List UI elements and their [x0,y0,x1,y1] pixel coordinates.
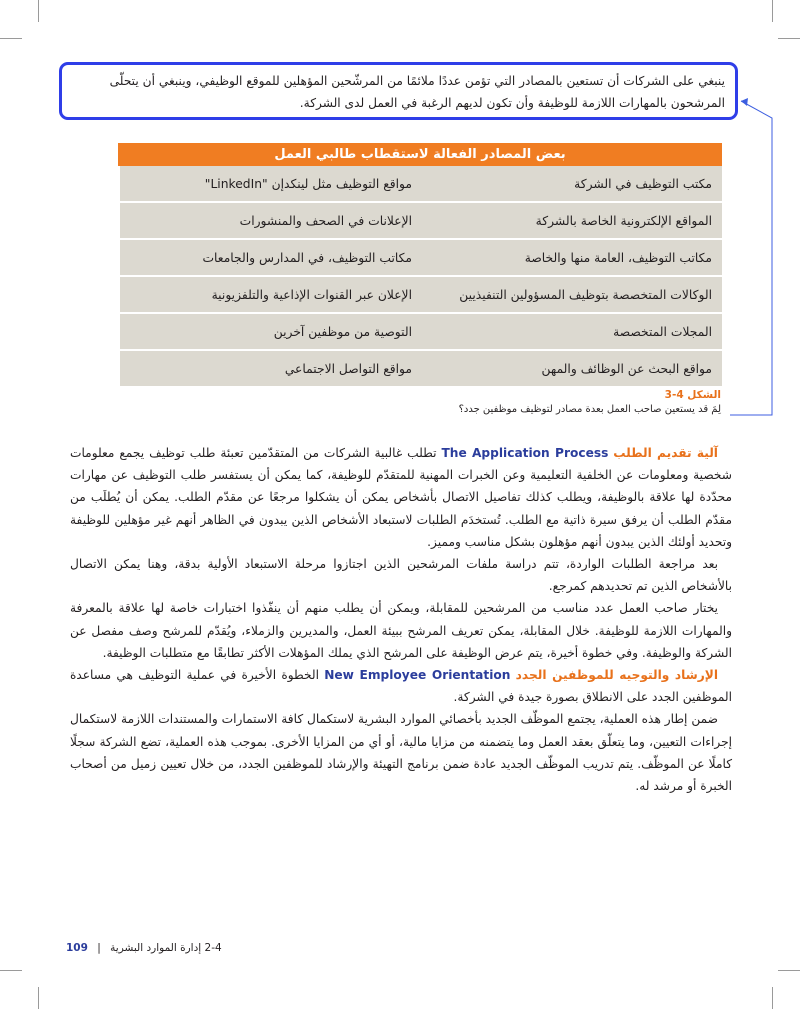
table-cell: مواقع البحث عن الوظائف والمهن [422,351,722,388]
footer-separator: | [97,942,101,954]
table-row [118,351,722,388]
table-cell: مكاتب التوظيف، في المدارس والجامعات [118,240,422,277]
page-footer [66,942,222,954]
paragraph: ضمن إطار هذه العملية، يجتمع الموظّف الجديد بأخصائي الموارد البشرية لاستكمال كافة الاستمارات والمستندات اللازمة لاستكمال إجراءات التعيين، وما يتعلّق بعقد العمل وما يتضمنه من مزايا مالية، أو أي من المزايا الأخرى. بموجب هذه العملية، تضع الشركة سجلًا كاملًا عن الموظّف. يتم تدريب الموظّف الجديد عادة ضمن برنامج التهيئة والإرشاد للموظفين الجدد، من خلال تعيين زميل من أصحاب الخبرة أو مرشد له. [70,712,732,794]
table-row [118,203,722,240]
table-row [118,314,722,351]
table-cell: الإعلان عبر القنوات الإذاعية والتلفزيونية [118,277,422,314]
paragraph: بعد مراجعة الطلبات الواردة، تتم دراسة ملفات المرشحين الذين اجتازوا مرحلة الاستبعاد الأولية بدقة، وهنا يمكن الاتصال بالأشخاص الذين تم تحديدهم كمرجع. [70,557,732,594]
table-cell: المواقع الإلكترونية الخاصة بالشركة [422,203,722,240]
paragraph: يختار صاحب العمل عدد مناسب من المرشحين للمقابلة، ويمكن أن يطلب منهم أن ينفّذوا اختبارات خاصة لها علاقة بالمعرفة والمهارات اللازمة للوظيفة. خلال المقابلة، يمكن تعريف المرشح ببيئة العمل، والمديرين والزملاء، ويُقدّم للمرشح وصف مفصل عن الشركة والوظيفة. وفي خطوة أخيرة، يتم عرض الوظيفة على المرشح الذي يملك المؤهلات الأكثر تطابقًا مع متطلبات الوظيفة. [70,601,732,660]
table-cell: المجلات المتخصصة [422,314,722,351]
figure-number: الشكل 4-3 [664,389,721,401]
page-number: 109 [66,942,88,954]
paragraph [70,664,732,708]
paragraph-text: تطلب غالبية الشركات من المتقدّمين تعبئة طلب توظيف يجمع معلومات شخصية ومعلومات عن الخلفية التعليمية وعن الخبرات المهنية للمتقدّم للوظيفة، كما يمكن أن يستفسر طلب التوظيف عن مهارات محدّدة لها علاقة بالوظيفة، ويطلب كذلك تفاصيل الاتصال بأشخاص يمكن أن يشكلوا مرجعًا عن مقدّم الطلب. يمكن أن يُطلَب من مقدّم الطلب أن يرفق سيرة ذاتية مع الطلب. تُستخدَم الطلبات لاستبعاد الأشخاص الذين يبدون في الظاهر أنهم غير مؤهلين للوظيفة وتحديد أولئك الذين يبدون أنهم مؤهلون بشكل مناسب ومميز. [70,446,732,549]
table-cell: مواقع التوظيف مثل لينكدإن "LinkedIn" [118,166,422,203]
section-heading: الإرشاد والتوجيه للموظفين الجدد [515,668,718,683]
figure-caption: لِمَ قد يستعين صاحب العمل بعدة مصادر لتوظيف موظفين جدد؟ [458,404,721,415]
table-row [118,277,722,314]
chapter-title: 2-4 إدارة الموارد البشرية [110,942,222,954]
table-row [118,166,722,203]
intro-text: ينبغي على الشركات أن تستعين بالمصادر التي تؤمن عددًا ملائمًا من المرشّحين المؤهلين للموقع الوظيفي، وينبغي أن يتحلّى المرشحون بالمهارات اللازمة للوظيفة وأن تكون لديهم الرغبة في العمل لدى الشركة. [109,74,725,110]
table-cell: الإعلانات في الصحف والمنشورات [118,203,422,240]
table-cell: مكتب التوظيف في الشركة [422,166,722,203]
english-term: New Employee Orientation [324,668,511,683]
table-cell: الوكالات المتخصصة بتوظيف المسؤولين التنفيذيين [422,277,722,314]
intro-callout [59,62,738,120]
table-row [118,240,722,277]
table-cell: مواقع التواصل الاجتماعي [118,351,422,388]
table-cell: التوصية من موظفين آخرين [118,314,422,351]
body-text [70,442,732,797]
english-term: The Application Process [441,446,609,460]
section-heading: آلية تقديم الطلب [613,446,718,460]
table-cell: مكاتب التوظيف، العامة منها والخاصة [422,240,722,277]
table-title: بعض المصادر الفعالة لاستقطاب طالبي العمل [118,143,722,166]
paragraph-text: الخطوة الأخيرة في عملية التوظيف هي مساعدة الموظفين الجدد على الانطلاق بصورة جيدة في الشركة. [70,668,732,705]
paragraph [70,442,732,553]
sources-table [118,143,722,388]
